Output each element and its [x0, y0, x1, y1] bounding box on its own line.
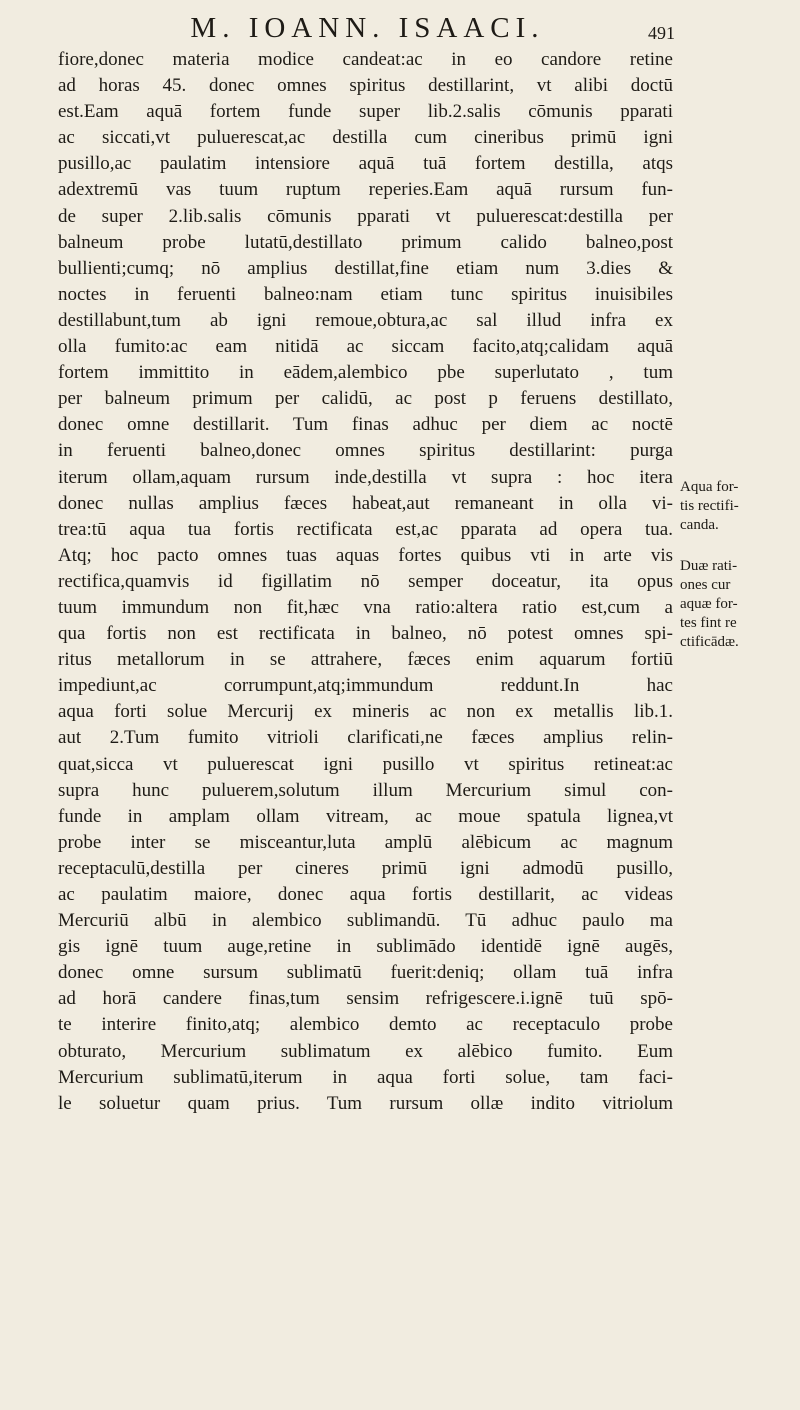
- marginal-note-line: canda.: [680, 517, 719, 533]
- text-line: bullienti;cumq; nō amplius destillat,fine etiam num 3.dies &: [58, 257, 673, 279]
- text-line: Atq; hoc pacto omnes tuas aquas fortes quibus vti in arte vis: [58, 544, 673, 566]
- text-line: de super 2.lib.salis cōmunis pparati vt puluerescat:destilla per: [58, 205, 673, 227]
- text-line: pusillo,ac paulatim intensiore aquā tuā fortem destilla, atqs: [58, 153, 673, 175]
- text-line: balneum probe lutatū,destillato primum calido balneo,post: [58, 231, 673, 253]
- running-head: M. IOANN. ISAACI.: [190, 12, 545, 44]
- text-line: fiore,donec materia modice candeat:ac in eo candore retine: [58, 49, 673, 70]
- marginal-note-line: tis rectifi-: [680, 498, 739, 514]
- text-line: obturato, Mercurium sublimatum ex alēbico fumito. Eum: [58, 1040, 673, 1062]
- marginal-note-line: Duæ rati-: [680, 558, 738, 574]
- text-line: noctes in feruenti balneo:nam etiam tunc spiritus inuisibiles: [58, 283, 673, 305]
- text-line: ad horā candere finas,tum sensim refrigescere.i.ignē tuū spō-: [58, 988, 673, 1010]
- text-line: donec nullas amplius fæces habeat,aut remaneant in olla vi-: [58, 492, 673, 514]
- text-line: Mercuriū albū in alembico sublimandū. Tū adhuc paulo ma: [58, 910, 673, 932]
- text-line: supra hunc puluerem,solutum illum Mercurium simul con-: [58, 779, 673, 801]
- text-line: funde in amplam ollam vitream, ac moue spatula lignea,vt: [58, 805, 673, 827]
- text-line: aut 2.Tum fumito vitrioli clarificati,ne fæces amplius relin-: [58, 727, 673, 749]
- text-line: donec omne destillarit. Tum finas adhuc per diem ac noctē: [58, 414, 673, 436]
- text-line: tuum immundum non fit,hæc vna ratio:altera ratio est,cum a: [58, 596, 673, 618]
- text-line: quat,sicca vt puluerescat igni pusillo vt spiritus retineat:ac: [58, 753, 673, 775]
- text-line: Mercurium sublimatū,iterum in aqua forti solue, tam faci-: [58, 1066, 673, 1088]
- marginal-note-duae-rationes: [680, 557, 795, 652]
- text-line: donec omne sursum sublimatū fuerit:deniq; ollam tuā infra: [58, 962, 673, 984]
- marginal-note-line: Aqua for-: [680, 479, 739, 495]
- text-line: rectifica,quamvis id figillatim nō semper doceatur, ita opus: [58, 570, 673, 592]
- text-line: per balneum primum per calidū, ac post p feruens destillato,: [58, 388, 673, 410]
- text-line: ritus metallorum in se attrahere, fæces enim aquarum fortiū: [58, 649, 673, 671]
- text-line: iterum ollam,aquam rursum inde,destilla vt supra : hoc itera: [58, 466, 673, 488]
- text-line: qua fortis non est rectificata in balneo, nō potest omnes spi-: [58, 623, 673, 645]
- text-line: ad horas 45. donec omnes spiritus destillarint, vt alibi doctū: [58, 75, 673, 97]
- text-line: ac paulatim maiore, donec aqua fortis destillarit, ac videas: [58, 884, 673, 905]
- text-line: impediunt,ac corrumpunt,atq;immundum reddunt.In hac: [58, 675, 673, 697]
- text-line: trea:tū aqua tua fortis rectificata est,ac pparata ad opera tua.: [58, 518, 673, 540]
- main-text-block: [58, 47, 673, 1117]
- text-line: le soluetur quam prius. Tum rursum ollæ indito vitriolum: [58, 1092, 673, 1114]
- marginal-note-line: aquæ for-: [680, 596, 738, 612]
- text-line: te interire finito,atq; alembico demto ac receptaculo probe: [58, 1014, 673, 1036]
- marginal-note-aqua-fortis: [680, 478, 795, 535]
- text-line: adextremū vas tuum ruptum reperies.Eam aquā rursum fun-: [58, 179, 673, 201]
- text-line: gis ignē tuum auge,retine in sublimādo identidē ignē augēs,: [58, 936, 673, 958]
- text-line: receptaculū,destilla per cineres primū igni admodū pusillo,: [58, 857, 673, 879]
- text-line: ac siccati,vt puluerescat,ac destilla cum cineribus primū igni: [58, 127, 673, 149]
- marginal-note-line: tes fint re: [680, 615, 737, 631]
- text-line: in feruenti balneo,donec omnes spiritus destillarint: purga: [58, 440, 673, 462]
- marginal-note-line: ones cur: [680, 577, 731, 593]
- page-number: 491: [648, 23, 675, 43]
- text-line: aqua forti solue Mercurij ex mineris ac non ex metallis lib.1.: [58, 701, 673, 723]
- text-line: olla fumito:ac eam nitidā ac siccam facito,atq;calidam aquā: [58, 336, 673, 358]
- text-line: est.Eam aquā fortem funde super lib.2.salis cōmunis pparati: [58, 101, 673, 123]
- page-header: [60, 8, 675, 48]
- marginal-note-line: ctificādæ.: [680, 634, 739, 650]
- text-line: fortem immittito in eādem,alembico pbe superlutato , tum: [58, 362, 673, 384]
- text-line: destillabunt,tum ab igni remoue,obtura,ac sal illud infra ex: [58, 309, 673, 331]
- text-line: probe inter se misceantur,luta amplū alēbicum ac magnum: [58, 831, 673, 853]
